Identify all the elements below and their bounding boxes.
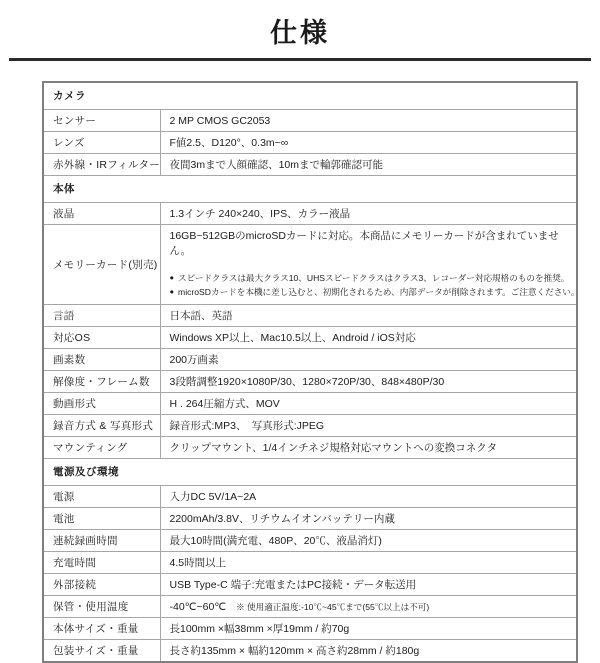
spec-label: 本体サイズ・重量 [43,618,160,640]
spec-row [43,486,577,508]
spec-value-text: Windows XP以上、Mac10.5以上、Android / iOS対応 [169,331,416,344]
spec-row [43,203,577,225]
bullet-icon: ● [169,272,175,282]
spec-row [43,574,577,596]
bullet-icon: ● [169,287,175,297]
spec-label: 保管・使用温度 [43,596,160,618]
section-header-row [43,82,577,110]
spec-row [43,415,577,437]
spec-value [160,305,577,327]
spec-label: 解像度・フレーム数 [43,371,160,393]
spec-table [42,81,578,663]
spec-label: マウンティング [43,437,160,459]
spec-label: 言語 [43,305,160,327]
spec-value [160,486,577,508]
spec-label: センサー [43,110,160,132]
spec-table-container [42,81,578,663]
spec-row [43,508,577,530]
spec-value [160,393,577,415]
spec-value [160,640,577,663]
spec-value [160,437,577,459]
spec-label: 電源 [43,486,160,508]
spec-row [43,393,577,415]
spec-value [160,596,577,618]
spec-label: 電池 [43,508,160,530]
spec-bullet-item: ● microSDカードを本機に差し込むと、初期化されるため、内部データが削除されます。ご注意ください。 [169,287,580,298]
spec-value [160,415,577,437]
spec-row [43,327,577,349]
spec-row [43,154,577,176]
section-header-row [43,459,577,486]
spec-label: 包装サイズ・重量 [43,640,160,663]
spec-value [160,327,577,349]
spec-value [160,203,577,225]
spec-value-text: 2200mAh/3.8V、リチウムイオンバッテリー内蔵 [169,512,395,525]
spec-label: 録音方式 & 写真形式 [43,415,160,437]
spec-value [160,154,577,176]
spec-label: 赤外線・IRフィルター [43,154,160,176]
spec-value [160,552,577,574]
spec-label: レンズ [43,132,160,154]
section-header: 電源及び環境 [43,459,577,486]
spec-row [43,225,577,305]
spec-value-text: F値2.5、D120°、0.3m~∞ [169,136,289,149]
section-header-row [43,176,577,203]
spec-row [43,618,577,640]
section-header: 本体 [43,176,577,203]
spec-row [43,437,577,459]
spec-row [43,371,577,393]
spec-value-text: 夜間3mまで人顔確認、10mまで輪郭確認可能 [169,158,384,171]
page-title: 仕様 [270,18,330,48]
spec-row [43,349,577,371]
spec-value [160,132,577,154]
spec-value [160,574,577,596]
spec-value [160,530,577,552]
spec-value-text: 200万画素 [169,353,219,366]
spec-value-text: 日本語、英語 [169,309,233,322]
spec-value [160,225,580,305]
spec-value-text: 長さ約135mm × 幅約120mm × 高さ約28mm / 約180g [169,644,420,657]
spec-row [43,596,577,618]
spec-label: 液晶 [43,203,160,225]
spec-value-text: -40℃~60℃ [169,600,227,613]
spec-row [43,640,577,663]
spec-row [43,552,577,574]
spec-value [160,371,577,393]
spec-value-text: 長100mm ×幅38mm ×厚19mm / 約70g [169,622,350,635]
section-header: カメラ [43,82,577,110]
spec-value-text: 3段階調整1920×1080P/30、1280×720P/30、848×480P/30 [169,375,445,388]
spec-value-text: クリップマウント、1/4インチネジ規格対応マウントへの変換コネクタ [169,441,498,454]
spec-value [160,110,577,132]
spec-value-text: 最大10時間(満充電、480P、20℃、液晶消灯) [169,534,382,547]
spec-value [160,349,577,371]
spec-bullet-item: ● スピードクラスは最大クラス10、UHSスピードクラスはクラス3、レコーダー対応規格のものを推奨。 [169,272,570,283]
title-divider [9,58,591,61]
spec-value-text: 16GB~512GBのmicroSDカードに対応。本商品にメモリーカードが含まれていません。 [169,230,559,257]
spec-value [160,508,577,530]
spec-value-note: ※ 使用適正温度:-10℃~45℃まで(55℃以上は不可) [236,601,430,612]
spec-label: メモリーカード(別売) [43,225,160,305]
spec-value-text: H . 264圧縮方式、MOV [169,397,280,410]
spec-value-text: USB Type-C 端子:充電またはPC接続・データ転送用 [169,578,417,591]
spec-label: 連続録画時間 [43,530,160,552]
spec-label: 外部接続 [43,574,160,596]
spec-value [160,618,577,640]
spec-value-text: 録音形式:MP3、 写真形式:JPEG [169,419,325,432]
spec-row [43,305,577,327]
spec-label: 動画形式 [43,393,160,415]
spec-label: 対応OS [43,327,160,349]
spec-value-text: 4.5時間以上 [169,556,227,569]
spec-label: 画素数 [43,349,160,371]
spec-label: 充電時間 [43,552,160,574]
spec-row [43,132,577,154]
spec-value-text: 1.3インチ 240×240、IPS、カラー液晶 [169,207,351,220]
spec-value-text: 2 MP CMOS GC2053 [169,114,271,127]
spec-row [43,110,577,132]
spec-value-text: 入力DC 5V/1A~2A [169,490,257,503]
spec-row [43,530,577,552]
spec-bullet-list [169,271,580,300]
